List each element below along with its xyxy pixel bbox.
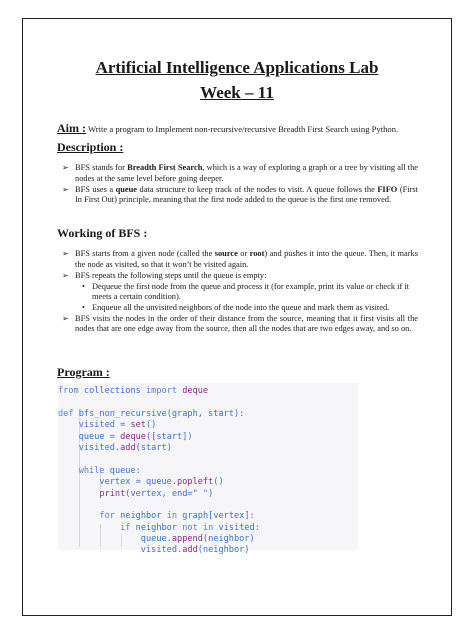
aim-label: Aim : [57,121,86,135]
page-title: Artificial Intelligence Applications Lab [95,58,379,77]
code-block [58,383,358,556]
sub-list-item: • Enqueue all the unvisited neighbors of the node into the queue and mark them as visited. [82,302,390,312]
code-line [58,454,358,465]
list-item: ➢ BFS starts from a given node (called the source or root) and pushes it into the queue. Then, it marks the node as visited, so that it won’t be visited again. [62,249,418,269]
code-line: for neighbor in graph[vertex]: [99,511,255,522]
code-lines [58,386,358,557]
code-line: visited = set() [78,420,157,431]
code-line: def bfs_non_recursive(graph, start): [58,408,245,419]
list-item: ➢ BFS repeats the following steps until the queue is empty: [62,270,267,280]
code-line: if neighbor not in visited: [120,522,260,533]
list-item: ➢ BFS visits the nodes in the order of their distance from the source, meaning that it first visits all the nodes that are one edge away from the source, then all the nodes that are two edges away, and so on. [62,313,418,334]
code-line [58,397,358,408]
code-line: from collections import deque [58,386,209,396]
code-line: queue = deque([start]) [78,431,193,442]
arrow-bullet-icon: ➢ [62,163,69,172]
arrow-bullet-icon: ➢ [62,184,69,194]
list-item: ➢ BFS uses a queue data structure to keep track of the nodes to visit. A queue follows the FIFO (First In First Out) principle, meaning that the first node added to the queue is the first one removed. [62,184,418,205]
working-heading: Working of BFS : [57,226,148,240]
code-line: while queue: [78,465,141,476]
arrow-bullet-icon: ➢ [62,249,69,258]
code-line: print(vertex, end=" ") [99,488,214,499]
bullet-dot-icon: • [82,281,85,291]
working-list [62,249,418,335]
code-line: queue.append(neighbor) [140,534,255,545]
aim-text: Write a program to Implement non-recursive/recursive Breadth First Search using Python. [88,124,399,134]
program-heading: Program : [57,365,110,379]
code-line: visited.add(start) [78,442,172,453]
list-item: ➢ BFS stands for Breadth First Search, which is a way of exploring a graph or a tree by visiting all the nodes at the same level before going deeper. [62,163,419,183]
sub-list-item: • Dequeue the first node from the queue and process it (for example, print its value or check if it meets a certain condition). [82,281,409,302]
code-line: visited.add(neighbor) [140,545,250,556]
description-heading: Description : [57,140,124,154]
arrow-bullet-icon: ➢ [62,270,69,280]
bullet-dot-icon: • [82,302,85,312]
week-heading: Week – 11 [200,83,274,102]
aim-line [57,121,398,136]
code-line [58,500,358,511]
code-line: vertex = queue.popleft() [99,477,224,488]
description-list [62,163,418,206]
arrow-bullet-icon: ➢ [62,313,69,323]
